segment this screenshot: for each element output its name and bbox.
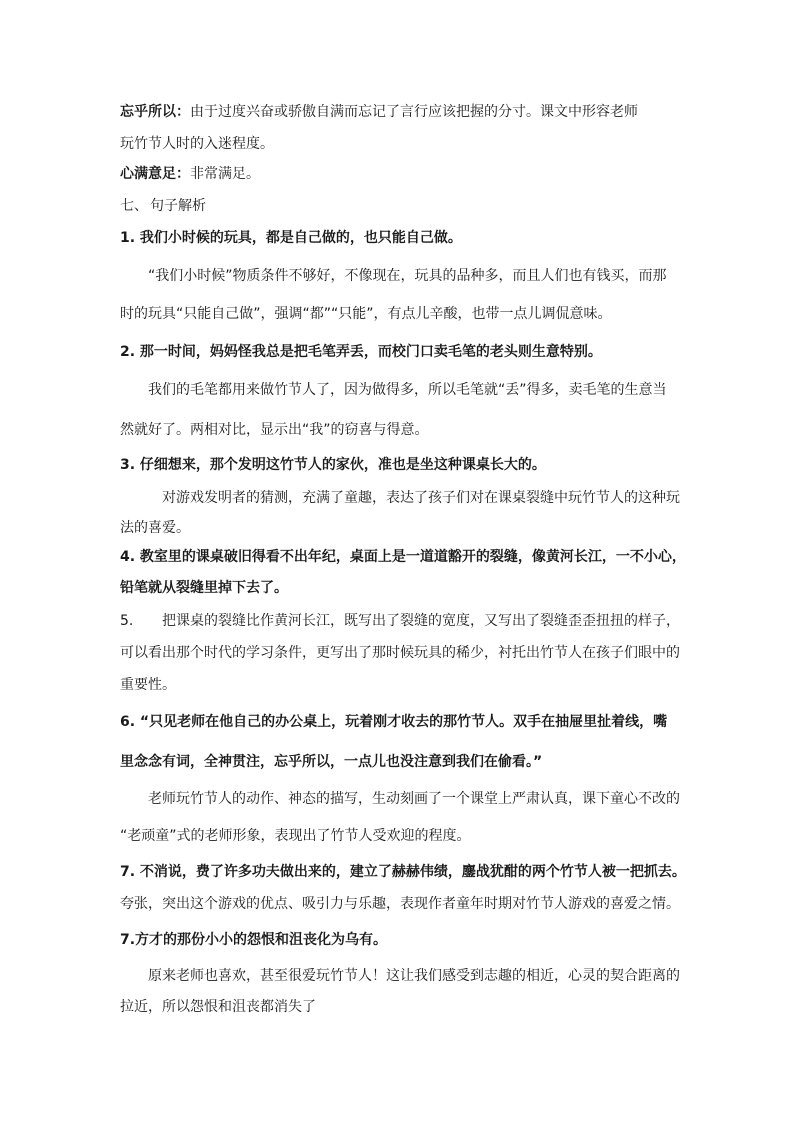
- sentence-analysis: “老顽童”式的老师形象，表现出了竹节人受欢迎的程度。: [120, 828, 471, 844]
- sentence-analysis: 拉近，所以怨恨和沮丧都消失了: [120, 999, 316, 1015]
- sentence-analysis: [120, 611, 680, 631]
- definition-wanghu-line-1: [120, 102, 638, 122]
- sentence-analysis: 可以看出那个时代的学习条件，更写出了那时候玩具的稀少，衬托出竹节人在孩子们眼中的: [120, 645, 680, 661]
- analysis-text: 把课桌的裂缝比作黄河长江，既写出了裂缝的宽度，又写出了裂缝歪歪扭扭的样子，: [162, 613, 680, 629]
- sentence-quote: 7. 不消说，费了许多功夫做出来的，建立了赫赫伟绩，鏖战犹酣的两个竹节人被一把抓去。: [120, 864, 686, 880]
- sentence-analysis: 原来老师也喜欢，甚至很爱玩竹节人！这让我们感受到志趣的相近，心灵的契合距离的: [148, 968, 680, 984]
- sentence-analysis: 法的喜爱。: [120, 520, 190, 536]
- sentence-quote: 1. 我们小时候的玩具，都是自己做的，也只能自己做。: [120, 230, 462, 246]
- sentence-analysis: 老师玩竹节人的动作、神态的描写，生动刻画了一个课堂上严肃认真，课下童心不改的: [148, 791, 680, 807]
- section-heading: [120, 196, 206, 216]
- sentence-analysis: “我们小时候”物质条件不够好，不像现在，玩具的品种多，而且人们也有钱买，而那: [148, 268, 667, 284]
- sentence-analysis: 对游戏发明者的猜测，充满了童趣，表达了孩子们对在课桌裂缝中玩竹节人的这种玩: [162, 490, 680, 506]
- sentence-analysis: 夸张，突出这个游戏的优点、吸引力与乐趣，表现作者童年时期对竹节人游戏的喜爱之情。: [120, 896, 680, 912]
- definition-term: 心满意足：: [120, 166, 190, 182]
- section-number: 七、: [120, 198, 148, 214]
- definition-text: 非常满足。: [190, 166, 260, 182]
- sentence-quote: 铅笔就从裂缝里掉下去了。: [120, 580, 288, 596]
- analysis-number: 5.: [120, 613, 134, 629]
- section-title: 句子解析: [150, 198, 206, 214]
- sentence-quote: 里念念有词，全神贯注，忘乎所以，一点儿也没注意到我们在偷看。”: [120, 754, 543, 770]
- sentence-analysis: 我们的毛笔都用来做竹节人了，因为做得多，所以毛笔就“丢”得多，卖毛笔的生意当: [148, 382, 667, 398]
- definition-xinman-line: [120, 164, 260, 184]
- definition-text: 由于过度兴奋或骄傲自满而忘记了言行应该把握的分寸。课文中形容老师: [190, 104, 638, 120]
- definition-wanghu-line-2: 玩竹节人时的入迷程度。: [120, 136, 274, 152]
- sentence-quote: 7.方才的那份小小的怨恨和沮丧化为乌有。: [120, 932, 388, 948]
- sentence-quote: 4. 教室里的课桌破旧得看不出年纪，桌面上是一道道豁开的裂缝，像黄河长江，一不小心，: [120, 549, 686, 565]
- sentence-analysis: 时的玩具“只能自己做”，强调“都”“只能”，有点儿辛酸，也带一点儿调侃意味。: [120, 306, 612, 322]
- sentence-analysis: 重要性。: [120, 677, 176, 693]
- sentence-analysis: 然就好了。两相对比，显示出“我”的窃喜与得意。: [120, 422, 429, 438]
- sentence-quote: 6. “只见老师在他自己的办公桌上，玩着刚才收去的那竹节人。双手在抽屉里扯着线，嘴: [120, 714, 668, 730]
- sentence-quote: 2. 那一时间，妈妈怪我总是把毛笔弄丢，而校门口卖毛笔的老头则生意特别。: [120, 344, 602, 360]
- sentence-quote: 3. 仔细想来，那个发明这竹节人的家伙，准也是坐这种课桌长大的。: [120, 457, 546, 473]
- definition-term: 忘乎所以：: [120, 104, 190, 120]
